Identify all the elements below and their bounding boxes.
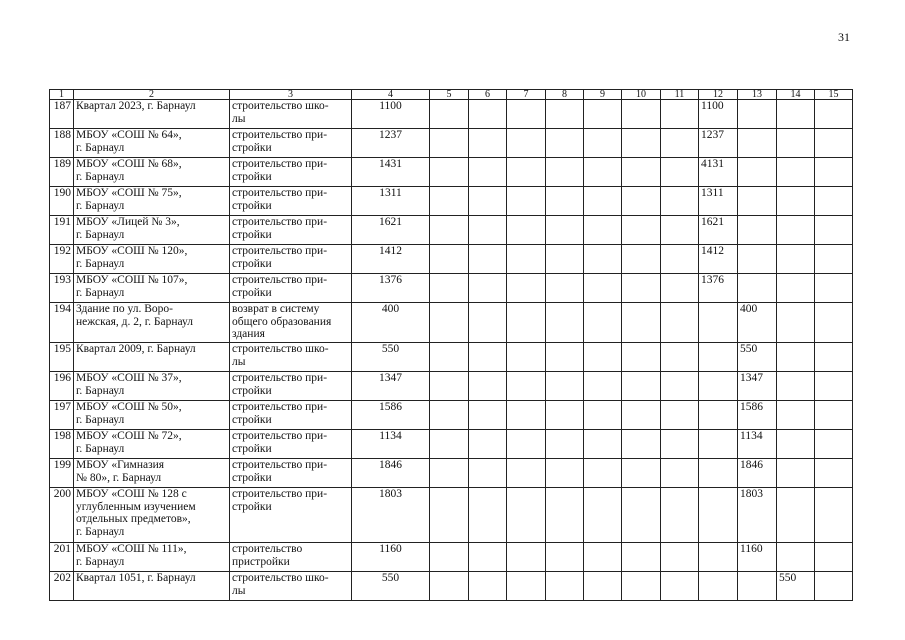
- empty-cell-5: [430, 343, 469, 372]
- empty-cell-11: [661, 543, 699, 572]
- value-col-13: 400: [738, 303, 777, 343]
- empty-cell-9: [584, 129, 622, 158]
- table-row: [50, 158, 853, 187]
- row-number: 194: [50, 303, 74, 343]
- empty-cell-10: [622, 459, 661, 488]
- empty-cell-7: [507, 401, 546, 430]
- empty-cell-10: [622, 488, 661, 543]
- empty-cell-6: [469, 459, 507, 488]
- work-type: строительство при- стройки: [230, 430, 352, 459]
- value-col-13: 1803: [738, 488, 777, 543]
- value-col-13: 1134: [738, 430, 777, 459]
- empty-cell-7: [507, 430, 546, 459]
- work-type: строительство при- стройки: [230, 158, 352, 187]
- total-value: 1311: [352, 187, 430, 216]
- value-col-13: [738, 216, 777, 245]
- value-col-12: [699, 543, 738, 572]
- empty-cell-5: [430, 572, 469, 601]
- column-header-1: 1: [50, 90, 74, 100]
- empty-cell-11: [661, 459, 699, 488]
- table-row: [50, 343, 853, 372]
- empty-cell-6: [469, 303, 507, 343]
- empty-cell-8: [546, 158, 584, 187]
- empty-cell-5: [430, 100, 469, 129]
- total-value: 1412: [352, 245, 430, 274]
- empty-cell-7: [507, 372, 546, 401]
- column-header-8: 8: [546, 90, 584, 100]
- value-col-14: [777, 216, 815, 245]
- object-name: МБОУ «СОШ № 75», г. Барнаул: [74, 187, 230, 216]
- object-name: МБОУ «СОШ № 107», г. Барнаул: [74, 274, 230, 303]
- empty-cell-15: [815, 303, 853, 343]
- table-row: [50, 488, 853, 543]
- empty-cell-15: [815, 401, 853, 430]
- empty-cell-8: [546, 430, 584, 459]
- work-type: строительство при- стройки: [230, 372, 352, 401]
- work-type: строительство при- стройки: [230, 488, 352, 543]
- table-row: [50, 401, 853, 430]
- value-col-14: [777, 543, 815, 572]
- work-type: строительство при- стройки: [230, 129, 352, 158]
- empty-cell-9: [584, 372, 622, 401]
- empty-cell-5: [430, 488, 469, 543]
- empty-cell-11: [661, 401, 699, 430]
- value-col-12: [699, 459, 738, 488]
- empty-cell-10: [622, 430, 661, 459]
- empty-cell-9: [584, 187, 622, 216]
- table-row: [50, 543, 853, 572]
- value-col-14: [777, 158, 815, 187]
- empty-cell-15: [815, 543, 853, 572]
- empty-cell-11: [661, 488, 699, 543]
- empty-cell-7: [507, 100, 546, 129]
- work-type: строительство шко- лы: [230, 343, 352, 372]
- empty-cell-8: [546, 129, 584, 158]
- object-name: Квартал 2023, г. Барнаул: [74, 100, 230, 129]
- empty-cell-10: [622, 303, 661, 343]
- value-col-14: [777, 245, 815, 274]
- empty-cell-15: [815, 245, 853, 274]
- table-row: [50, 372, 853, 401]
- work-type: строительство при- стройки: [230, 401, 352, 430]
- object-name: МБОУ «СОШ № 72», г. Барнаул: [74, 430, 230, 459]
- empty-cell-8: [546, 401, 584, 430]
- empty-cell-10: [622, 401, 661, 430]
- empty-cell-6: [469, 187, 507, 216]
- empty-cell-6: [469, 343, 507, 372]
- value-col-14: [777, 303, 815, 343]
- row-number: 191: [50, 216, 74, 245]
- empty-cell-7: [507, 543, 546, 572]
- table-row: [50, 459, 853, 488]
- empty-cell-15: [815, 372, 853, 401]
- empty-cell-9: [584, 343, 622, 372]
- object-name: МБОУ «СОШ № 120», г. Барнаул: [74, 245, 230, 274]
- empty-cell-10: [622, 129, 661, 158]
- empty-cell-11: [661, 100, 699, 129]
- empty-cell-7: [507, 274, 546, 303]
- empty-cell-10: [622, 100, 661, 129]
- column-header-7: 7: [507, 90, 546, 100]
- row-number: 190: [50, 187, 74, 216]
- object-name: МБОУ «Лицей № 3», г. Барнаул: [74, 216, 230, 245]
- empty-cell-8: [546, 274, 584, 303]
- empty-cell-8: [546, 100, 584, 129]
- work-type: возврат в систему общего образования здания: [230, 303, 352, 343]
- total-value: 400: [352, 303, 430, 343]
- empty-cell-10: [622, 274, 661, 303]
- empty-cell-7: [507, 488, 546, 543]
- empty-cell-8: [546, 187, 584, 216]
- empty-cell-11: [661, 187, 699, 216]
- table-row: [50, 216, 853, 245]
- empty-cell-15: [815, 459, 853, 488]
- empty-cell-15: [815, 488, 853, 543]
- column-header-14: 14: [777, 90, 815, 100]
- work-type: строительство шко- лы: [230, 572, 352, 601]
- row-number: 193: [50, 274, 74, 303]
- row-number: 188: [50, 129, 74, 158]
- empty-cell-9: [584, 100, 622, 129]
- row-number: 187: [50, 100, 74, 129]
- empty-cell-9: [584, 459, 622, 488]
- empty-cell-15: [815, 216, 853, 245]
- empty-cell-10: [622, 216, 661, 245]
- value-col-12: [699, 401, 738, 430]
- empty-cell-11: [661, 129, 699, 158]
- empty-cell-8: [546, 303, 584, 343]
- row-number: 198: [50, 430, 74, 459]
- header-row: [50, 90, 853, 100]
- empty-cell-7: [507, 303, 546, 343]
- empty-cell-15: [815, 572, 853, 601]
- column-header-15: 15: [815, 90, 853, 100]
- empty-cell-11: [661, 372, 699, 401]
- value-col-12: [699, 572, 738, 601]
- value-col-12: 1412: [699, 245, 738, 274]
- row-number: 201: [50, 543, 74, 572]
- total-value: 1134: [352, 430, 430, 459]
- empty-cell-6: [469, 216, 507, 245]
- value-col-13: 550: [738, 343, 777, 372]
- empty-cell-5: [430, 459, 469, 488]
- object-name: Здание по ул. Воро- нежская, д. 2, г. Барнаул: [74, 303, 230, 343]
- total-value: 1160: [352, 543, 430, 572]
- work-type: строительство при- стройки: [230, 459, 352, 488]
- value-col-13: 1846: [738, 459, 777, 488]
- value-col-12: [699, 488, 738, 543]
- value-col-13: [738, 572, 777, 601]
- total-value: 1347: [352, 372, 430, 401]
- column-header-2: 2: [74, 90, 230, 100]
- value-col-12: 1311: [699, 187, 738, 216]
- value-col-14: [777, 430, 815, 459]
- object-name: МБОУ «СОШ № 50», г. Барнаул: [74, 401, 230, 430]
- table-row: [50, 245, 853, 274]
- value-col-12: [699, 303, 738, 343]
- empty-cell-6: [469, 129, 507, 158]
- empty-cell-6: [469, 100, 507, 129]
- empty-cell-11: [661, 274, 699, 303]
- empty-cell-9: [584, 303, 622, 343]
- empty-cell-10: [622, 187, 661, 216]
- row-number: 202: [50, 572, 74, 601]
- empty-cell-15: [815, 274, 853, 303]
- value-col-12: 1237: [699, 129, 738, 158]
- empty-cell-11: [661, 430, 699, 459]
- row-number: 196: [50, 372, 74, 401]
- empty-cell-15: [815, 430, 853, 459]
- table-row: [50, 303, 853, 343]
- value-col-13: 1586: [738, 401, 777, 430]
- empty-cell-7: [507, 459, 546, 488]
- empty-cell-5: [430, 372, 469, 401]
- empty-cell-9: [584, 543, 622, 572]
- value-col-14: [777, 459, 815, 488]
- empty-cell-6: [469, 274, 507, 303]
- value-col-13: [738, 158, 777, 187]
- empty-cell-10: [622, 343, 661, 372]
- empty-cell-6: [469, 158, 507, 187]
- empty-cell-6: [469, 488, 507, 543]
- total-value: 1376: [352, 274, 430, 303]
- empty-cell-9: [584, 216, 622, 245]
- row-number: 189: [50, 158, 74, 187]
- value-col-14: [777, 129, 815, 158]
- empty-cell-5: [430, 430, 469, 459]
- empty-cell-11: [661, 572, 699, 601]
- empty-cell-8: [546, 245, 584, 274]
- row-number: 199: [50, 459, 74, 488]
- object-name: Квартал 2009, г. Барнаул: [74, 343, 230, 372]
- empty-cell-11: [661, 343, 699, 372]
- row-number: 192: [50, 245, 74, 274]
- empty-cell-9: [584, 572, 622, 601]
- object-name: МБОУ «СОШ № 64», г. Барнаул: [74, 129, 230, 158]
- total-value: 1237: [352, 129, 430, 158]
- empty-cell-5: [430, 158, 469, 187]
- empty-cell-15: [815, 158, 853, 187]
- empty-cell-7: [507, 187, 546, 216]
- total-value: 1431: [352, 158, 430, 187]
- data-table: [49, 89, 853, 601]
- table-row: [50, 187, 853, 216]
- object-name: МБОУ «СОШ № 37», г. Барнаул: [74, 372, 230, 401]
- empty-cell-6: [469, 401, 507, 430]
- work-type: строительство при- стройки: [230, 187, 352, 216]
- empty-cell-7: [507, 343, 546, 372]
- empty-cell-8: [546, 216, 584, 245]
- table-row: [50, 430, 853, 459]
- table-row: [50, 572, 853, 601]
- empty-cell-5: [430, 216, 469, 245]
- empty-cell-8: [546, 343, 584, 372]
- row-number: 195: [50, 343, 74, 372]
- empty-cell-7: [507, 572, 546, 601]
- value-col-13: [738, 187, 777, 216]
- empty-cell-6: [469, 543, 507, 572]
- total-value: 1803: [352, 488, 430, 543]
- value-col-14: [777, 274, 815, 303]
- value-col-14: [777, 372, 815, 401]
- row-number: 197: [50, 401, 74, 430]
- empty-cell-5: [430, 543, 469, 572]
- empty-cell-6: [469, 572, 507, 601]
- empty-cell-9: [584, 430, 622, 459]
- empty-cell-9: [584, 488, 622, 543]
- empty-cell-11: [661, 303, 699, 343]
- value-col-12: 1621: [699, 216, 738, 245]
- empty-cell-7: [507, 129, 546, 158]
- value-col-12: 1376: [699, 274, 738, 303]
- column-header-11: 11: [661, 90, 699, 100]
- empty-cell-5: [430, 187, 469, 216]
- table-row: [50, 100, 853, 129]
- empty-cell-9: [584, 274, 622, 303]
- value-col-14: [777, 488, 815, 543]
- column-header-12: 12: [699, 90, 738, 100]
- empty-cell-15: [815, 129, 853, 158]
- value-col-13: [738, 100, 777, 129]
- value-col-13: [738, 245, 777, 274]
- row-number: 200: [50, 488, 74, 543]
- total-value: 1621: [352, 216, 430, 245]
- work-type: строительство при- стройки: [230, 274, 352, 303]
- work-type: строительство пристройки: [230, 543, 352, 572]
- total-value: 1586: [352, 401, 430, 430]
- total-value: 550: [352, 343, 430, 372]
- empty-cell-6: [469, 372, 507, 401]
- empty-cell-8: [546, 543, 584, 572]
- work-type: строительство при- стройки: [230, 245, 352, 274]
- empty-cell-15: [815, 187, 853, 216]
- empty-cell-9: [584, 245, 622, 274]
- empty-cell-10: [622, 372, 661, 401]
- value-col-12: [699, 430, 738, 459]
- total-value: 1100: [352, 100, 430, 129]
- value-col-13: 1347: [738, 372, 777, 401]
- empty-cell-6: [469, 430, 507, 459]
- empty-cell-5: [430, 129, 469, 158]
- column-header-5: 5: [430, 90, 469, 100]
- object-name: МБОУ «СОШ № 128 с углубленным изучением отдельных предметов», г. Барнаул: [74, 488, 230, 543]
- empty-cell-11: [661, 245, 699, 274]
- work-type: строительство шко- лы: [230, 100, 352, 129]
- column-header-9: 9: [584, 90, 622, 100]
- empty-cell-8: [546, 372, 584, 401]
- value-col-13: 1160: [738, 543, 777, 572]
- empty-cell-15: [815, 100, 853, 129]
- value-col-12: 1100: [699, 100, 738, 129]
- value-col-14: [777, 343, 815, 372]
- column-header-6: 6: [469, 90, 507, 100]
- empty-cell-9: [584, 158, 622, 187]
- empty-cell-5: [430, 245, 469, 274]
- empty-cell-10: [622, 245, 661, 274]
- empty-cell-11: [661, 216, 699, 245]
- value-col-12: 4131: [699, 158, 738, 187]
- empty-cell-5: [430, 274, 469, 303]
- value-col-12: [699, 372, 738, 401]
- column-header-3: 3: [230, 90, 352, 100]
- page-number: 31: [838, 30, 850, 44]
- empty-cell-6: [469, 245, 507, 274]
- empty-cell-10: [622, 572, 661, 601]
- value-col-13: [738, 274, 777, 303]
- column-header-4: 4: [352, 90, 430, 100]
- total-value: 1846: [352, 459, 430, 488]
- empty-cell-7: [507, 245, 546, 274]
- empty-cell-10: [622, 543, 661, 572]
- empty-cell-8: [546, 459, 584, 488]
- empty-cell-15: [815, 343, 853, 372]
- table-row: [50, 129, 853, 158]
- empty-cell-11: [661, 158, 699, 187]
- value-col-14: [777, 401, 815, 430]
- empty-cell-8: [546, 572, 584, 601]
- value-col-14: 550: [777, 572, 815, 601]
- empty-cell-9: [584, 401, 622, 430]
- empty-cell-10: [622, 158, 661, 187]
- column-header-13: 13: [738, 90, 777, 100]
- empty-cell-5: [430, 401, 469, 430]
- value-col-14: [777, 100, 815, 129]
- empty-cell-8: [546, 488, 584, 543]
- empty-cell-7: [507, 158, 546, 187]
- object-name: МБОУ «Гимназия № 80», г. Барнаул: [74, 459, 230, 488]
- value-col-13: [738, 129, 777, 158]
- object-name: МБОУ «СОШ № 111», г. Барнаул: [74, 543, 230, 572]
- object-name: Квартал 1051, г. Барнаул: [74, 572, 230, 601]
- table-row: [50, 274, 853, 303]
- value-col-12: [699, 343, 738, 372]
- value-col-14: [777, 187, 815, 216]
- empty-cell-7: [507, 216, 546, 245]
- total-value: 550: [352, 572, 430, 601]
- object-name: МБОУ «СОШ № 68», г. Барнаул: [74, 158, 230, 187]
- table-body: [50, 100, 853, 601]
- empty-cell-5: [430, 303, 469, 343]
- column-header-10: 10: [622, 90, 661, 100]
- work-type: строительство при- стройки: [230, 216, 352, 245]
